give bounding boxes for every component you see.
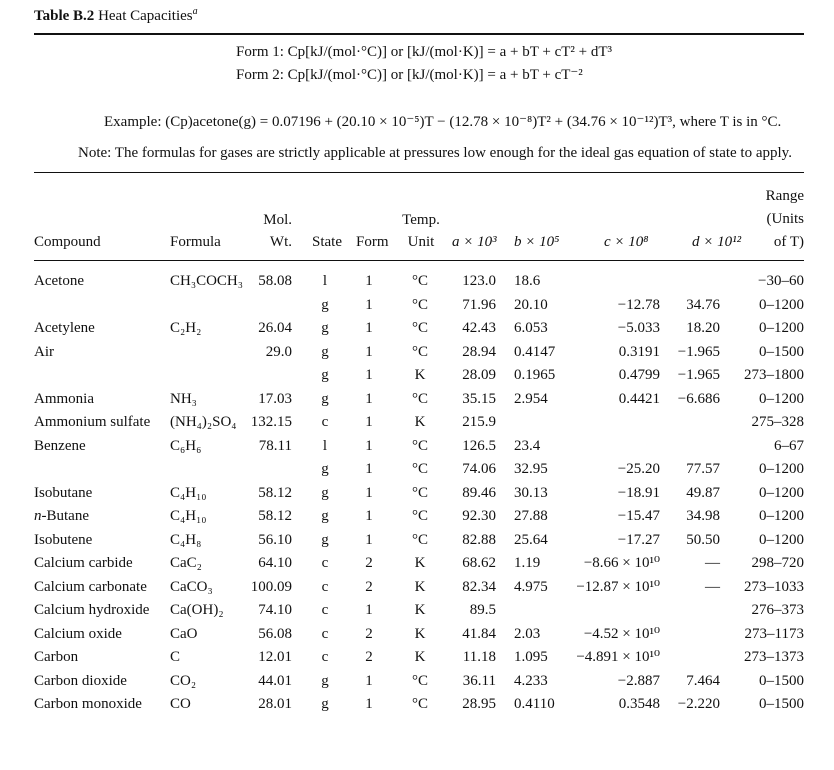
cell-range: 275–328 (751, 414, 804, 430)
cell-state: c (321, 625, 329, 642)
cell-formula: NH₃ (170, 390, 197, 407)
cell-state: c (321, 578, 329, 595)
cell-a: 28.94 (462, 343, 496, 360)
cell-a: 215.9 (462, 414, 496, 430)
cell-compound: Calcium hydroxide (34, 602, 150, 618)
header-form: Form (356, 234, 389, 250)
cell-b: 2.03 (514, 625, 541, 642)
cell-formula: C₆H₆ (170, 437, 202, 454)
cell-d: 50.50 (686, 531, 720, 548)
cell-unit: °C (411, 437, 428, 454)
cell-a: 41.84 (462, 625, 496, 642)
cell-c: −12.87 × 10¹⁰ (576, 578, 660, 595)
cell-a: 35.15 (462, 390, 496, 407)
cell-formula: C₄H₁₀ (170, 484, 207, 501)
cell-unit: °C (411, 672, 428, 689)
cell-compound: Air (34, 343, 54, 360)
header-d: d × 10¹² (692, 234, 742, 250)
table-row (0, 529, 834, 551)
cell-form: 1 (365, 696, 373, 712)
cell-form: 1 (365, 390, 373, 407)
cell-form: 1 (365, 320, 373, 336)
note-text: Note: The formulas for gases are strictly applicable at pressures low enough for the ideal gas equation of state to apply. (78, 145, 792, 161)
cell-formula: CO₂ (170, 672, 197, 689)
table-row (0, 388, 834, 410)
table-row (0, 435, 834, 457)
cell-compound: Benzene (34, 437, 86, 454)
cell-mw: 58.08 (258, 273, 292, 289)
cell-b: 18.6 (514, 273, 541, 289)
cell-range: 0–1200 (759, 461, 804, 477)
table-row (0, 646, 834, 668)
cell-a: 74.06 (462, 461, 496, 477)
cell-form: 1 (365, 273, 373, 289)
cell-formula: C₂H₂ (170, 320, 202, 336)
cell-state: c (321, 414, 329, 430)
table-row (0, 482, 834, 504)
cell-compound: Calcium carbonate (34, 578, 147, 595)
cell-c: 0.4799 (618, 367, 660, 383)
cell-mw: 100.09 (250, 578, 292, 595)
cell-c: −8.66 × 10¹⁰ (583, 555, 660, 571)
cell-formula: CO (170, 696, 191, 712)
cell-compound: Calcium oxide (34, 625, 122, 642)
cell-mw: 58.12 (258, 508, 292, 524)
cell-d: −1.965 (677, 343, 720, 360)
header-range-3: of T) (773, 234, 804, 250)
header-formula: Formula (170, 234, 221, 250)
cell-b: 25.64 (514, 531, 548, 548)
header-c: c × 10⁸ (604, 234, 649, 250)
cell-range: 0–1500 (759, 672, 804, 689)
cell-a: 89.46 (462, 484, 496, 501)
table-row (0, 670, 834, 692)
cell-a: 11.18 (462, 649, 496, 665)
table-label: Table B.2 (34, 8, 95, 24)
cell-d: −1.965 (677, 367, 720, 383)
cell-c: −25.20 (617, 461, 660, 477)
cell-unit: K (414, 578, 426, 595)
cell-compound: Carbon dioxide (34, 672, 127, 689)
cell-range: 273–1173 (744, 625, 804, 642)
cell-form: 1 (365, 461, 373, 477)
header-a: a × 10³ (452, 234, 497, 250)
cell-formula: CaC₂ (170, 555, 202, 571)
cell-b: 1.19 (514, 555, 541, 571)
cell-c: −2.887 (617, 672, 660, 689)
form1-equation: Form 1: Cp[kJ/(mol·°C)] or [kJ/(mol·K)] = a + bT + cT² + dT³ (236, 44, 613, 60)
cell-form: 1 (365, 531, 373, 548)
cell-compound: Carbon monoxide (34, 696, 142, 712)
cell-range: 0–1200 (759, 531, 804, 548)
table-title-text: Heat Capacities (98, 8, 193, 24)
cell-b: 4.975 (514, 578, 548, 595)
cell-b: 20.10 (514, 296, 548, 313)
cell-range: 0–1200 (759, 508, 804, 524)
cell-formula: (NH₄)₂SO₄ (170, 414, 237, 430)
cell-mw: 28.01 (258, 696, 292, 712)
cell-formula: C₄H₁₀ (170, 508, 207, 524)
table-row (0, 576, 834, 598)
cell-a: 82.34 (462, 578, 496, 595)
cell-b: 0.4110 (514, 696, 555, 712)
cell-range: −30–60 (758, 273, 804, 289)
cell-b: 4.233 (514, 672, 548, 689)
cell-compound: Ammonia (34, 390, 94, 407)
cell-range: 273–1033 (744, 578, 804, 595)
example-equation: Example: (Cp)acetone(g) = 0.07196 + (20.10 × 10⁻⁵)T − (12.78 × 10⁻⁸)T² + (34.76 × 10⁻¹²)T³, where T is in °C. (104, 114, 782, 130)
table-row (0, 270, 834, 292)
cell-c: 0.3548 (618, 696, 660, 712)
cell-c: 0.3191 (618, 343, 660, 360)
cell-a: 126.5 (462, 437, 496, 454)
cell-mw: 64.10 (258, 555, 292, 571)
cell-b: 27.88 (514, 508, 548, 524)
cell-a: 123.0 (462, 273, 496, 289)
cell-d: 18.20 (686, 320, 720, 336)
cell-c: −18.91 (617, 484, 660, 501)
cell-compound: Ammonium sulfate (34, 414, 151, 430)
cell-state: l (322, 437, 328, 454)
cell-mw: 58.12 (258, 484, 292, 501)
cell-c: −5.033 (617, 320, 660, 336)
cell-range: 0–1200 (759, 296, 804, 313)
table-row (0, 411, 834, 433)
cell-form: 1 (365, 484, 373, 501)
cell-d: −2.220 (677, 696, 720, 712)
table-row (0, 364, 834, 386)
header-bottom-rule (34, 260, 804, 261)
cell-formula: CH₃COCH₃ (170, 273, 243, 289)
header-b: b × 10⁵ (514, 234, 560, 250)
cell-b: 32.95 (514, 461, 548, 477)
cell-form: 2 (365, 555, 373, 571)
cutoff-next-row (34, 744, 814, 754)
cell-form: 2 (365, 649, 373, 665)
cell-d: 34.98 (686, 508, 720, 524)
cell-mw: 44.01 (258, 672, 292, 689)
table-row (0, 693, 834, 715)
cell-range: 273–1373 (744, 649, 804, 665)
cell-state: c (321, 555, 329, 571)
cell-unit: K (414, 649, 426, 665)
header-compound: Compound (34, 234, 101, 250)
cell-d: 7.464 (686, 672, 720, 689)
cell-mw: 29.0 (265, 343, 292, 360)
cell-range: 6–67 (774, 437, 804, 454)
cell-c: −15.47 (617, 508, 660, 524)
cell-range: 0–1200 (759, 320, 804, 336)
header-molwt-1: Mol. (263, 212, 292, 228)
cell-range: 0–1500 (759, 696, 804, 712)
cell-form: 1 (365, 414, 373, 430)
table-row (0, 599, 834, 621)
cell-form: 1 (365, 437, 373, 454)
cell-range: 276–373 (751, 602, 804, 618)
cell-unit: °C (411, 296, 428, 313)
cell-d: — (705, 578, 720, 595)
cell-b: 0.4147 (514, 343, 556, 360)
cell-unit: °C (411, 343, 428, 360)
cell-formula: C (170, 649, 181, 665)
cell-d: — (705, 555, 720, 571)
cell-state: l (322, 273, 328, 289)
cell-form: 2 (365, 625, 373, 642)
cell-state: g (321, 508, 329, 524)
header-range-2: (Units (766, 211, 804, 227)
cell-d: −6.686 (677, 390, 720, 407)
cell-state: g (321, 320, 329, 336)
cell-c: 0.4421 (618, 390, 660, 407)
header-temp-1: Temp. (402, 212, 440, 228)
cell-unit: °C (411, 273, 428, 289)
cell-formula: CaCO₃ (170, 578, 213, 595)
cell-a: 71.96 (462, 296, 496, 313)
table-row (0, 505, 834, 527)
cell-mw: 56.08 (258, 625, 292, 642)
cell-d: 49.87 (686, 484, 720, 501)
cell-unit: K (414, 602, 426, 618)
table-title (34, 8, 198, 25)
form2-equation: Form 2: Cp[kJ/(mol·°C)] or [kJ/(mol·K)] = a + bT + cT⁻² (236, 67, 583, 83)
top-rule (34, 33, 804, 35)
cell-compound: Isobutene (34, 531, 93, 548)
cell-range: 273–1800 (744, 367, 804, 383)
cell-unit: K (414, 625, 426, 642)
cell-unit: °C (411, 508, 428, 524)
cell-unit: °C (411, 696, 428, 712)
cell-state: c (321, 602, 329, 618)
table-row (0, 458, 834, 480)
table-row (0, 341, 834, 363)
cell-form: 1 (365, 602, 373, 618)
cell-range: 0–1200 (759, 390, 804, 407)
cell-state: g (321, 672, 329, 689)
cell-c: −17.27 (617, 531, 660, 548)
header-temp-2: Unit (407, 234, 435, 250)
cell-state: g (321, 296, 329, 313)
cell-a: 92.30 (462, 508, 496, 524)
table-row (0, 623, 834, 645)
cell-state: g (321, 531, 329, 548)
cell-mw: 26.04 (258, 320, 292, 336)
cell-a: 28.09 (462, 367, 496, 383)
cell-c: −4.891 × 10¹⁰ (576, 649, 660, 665)
header-range-1: Range (765, 188, 804, 204)
cell-compound: Carbon (34, 649, 79, 665)
cell-unit: K (414, 555, 426, 571)
cell-unit: °C (411, 484, 428, 501)
cell-range: 0–1200 (759, 484, 804, 501)
cell-a: 42.43 (462, 320, 496, 336)
cell-compound: n-Butane (34, 508, 89, 524)
header-top-rule (34, 172, 804, 173)
cell-mw: 17.03 (258, 390, 292, 407)
cell-state: g (321, 461, 329, 477)
cell-unit: °C (411, 320, 428, 336)
cell-mw: 132.15 (250, 414, 292, 430)
cell-c: −4.52 × 10¹⁰ (583, 625, 660, 642)
cell-compound: Acetone (34, 273, 84, 289)
cell-b: 6.053 (514, 320, 548, 336)
cell-form: 1 (365, 508, 373, 524)
cell-mw: 56.10 (258, 531, 292, 548)
cell-mw: 12.01 (258, 649, 292, 665)
cell-b: 1.095 (514, 649, 548, 665)
header-state: State (312, 234, 342, 250)
cell-state: g (321, 390, 329, 407)
cell-state: g (321, 484, 329, 501)
cell-formula: Ca(OH)₂ (170, 602, 224, 618)
table-row (0, 552, 834, 574)
cell-a: 68.62 (462, 555, 496, 571)
cell-c: −12.78 (617, 296, 660, 313)
table-row (0, 317, 834, 339)
cell-form: 1 (365, 343, 373, 360)
cell-compound: Acetylene (34, 320, 95, 336)
cell-state: g (321, 343, 329, 360)
table-row (0, 294, 834, 316)
cell-b: 30.13 (514, 484, 548, 501)
cell-form: 1 (365, 367, 373, 383)
cell-formula: C₄H₈ (170, 531, 202, 548)
cell-b: 0.1965 (514, 367, 556, 383)
cell-compound: Calcium carbide (34, 555, 133, 571)
cell-unit: °C (411, 461, 428, 477)
cell-b: 2.954 (514, 390, 548, 407)
cell-a: 28.95 (462, 696, 496, 712)
cell-mw: 78.11 (258, 437, 292, 454)
cell-a: 36.11 (462, 672, 496, 689)
cell-a: 89.5 (469, 602, 496, 618)
cell-form: 1 (365, 672, 373, 689)
cell-range: 298–720 (751, 555, 804, 571)
header-molwt-2: Wt. (269, 234, 292, 250)
cell-d: 34.76 (686, 296, 720, 313)
cell-mw: 74.10 (258, 602, 292, 618)
cell-range: 0–1500 (759, 343, 804, 360)
title-footnote-mark: a (192, 6, 198, 17)
cell-state: g (321, 367, 329, 383)
cell-unit: K (414, 414, 426, 430)
cell-unit: °C (411, 390, 428, 407)
cell-d: 77.57 (686, 461, 720, 477)
cell-state: c (321, 649, 329, 665)
cell-compound: Isobutane (34, 484, 93, 501)
cell-b: 23.4 (514, 437, 541, 454)
cell-formula: CaO (170, 625, 198, 642)
cell-unit: K (414, 367, 426, 383)
cell-state: g (321, 696, 329, 712)
cell-form: 1 (365, 296, 373, 313)
cell-unit: °C (411, 531, 428, 548)
cell-a: 82.88 (462, 531, 496, 548)
cell-form: 2 (365, 578, 373, 595)
